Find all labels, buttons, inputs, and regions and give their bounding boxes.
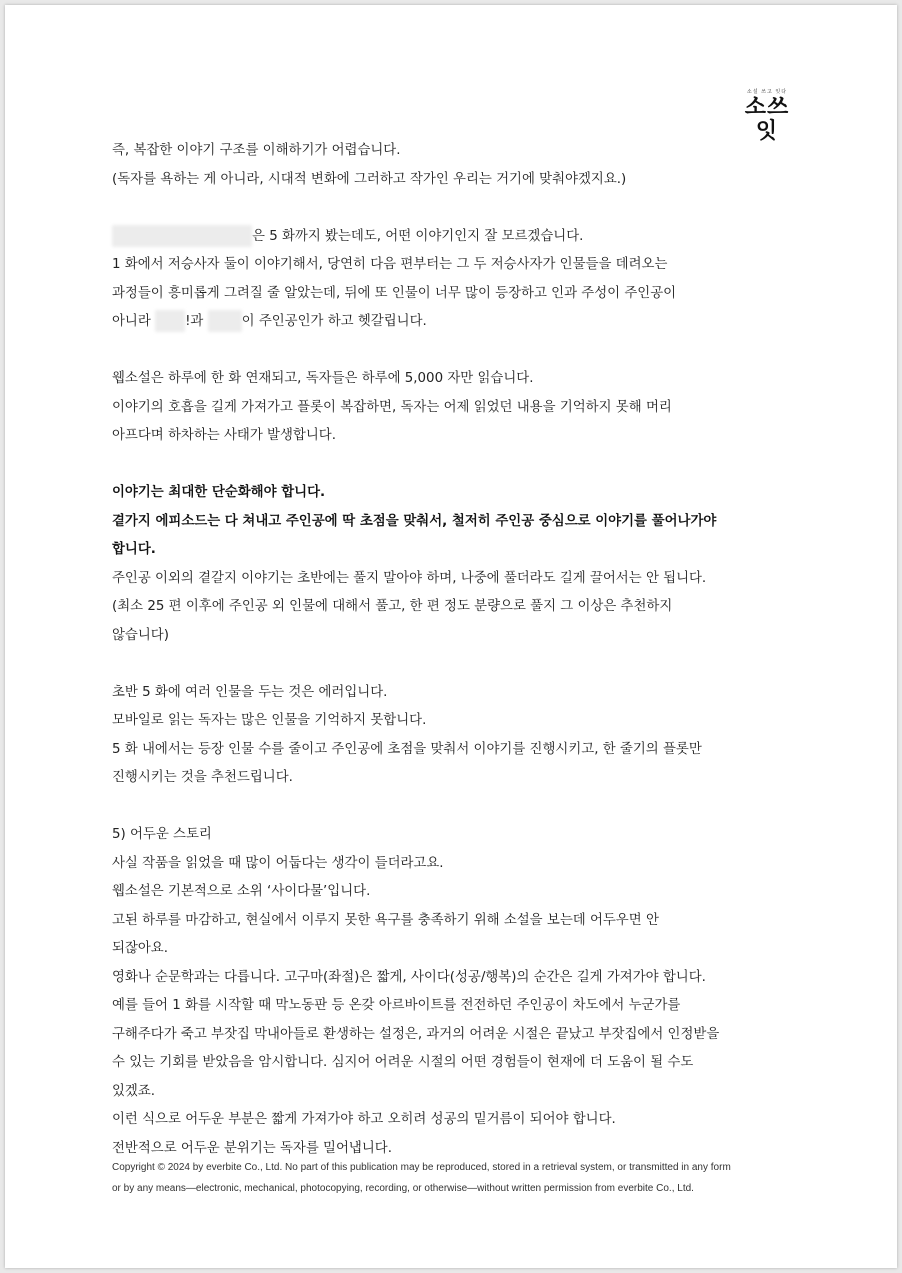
emphasis-line: 합니다. (112, 542, 156, 557)
paragraph-line: (독자를 욕하는 게 아니라, 시대적 변화에 그러하고 작가인 우리는 거기에 맞춰야겠지요.) (112, 171, 627, 187)
paragraph-line: 않습니다) (112, 627, 169, 643)
paragraph-line: 웹소설은 하루에 한 화 연재되고, 독자들은 하루에 5,000 자만 읽습니다. (112, 371, 534, 386)
paragraph-line (112, 308, 792, 337)
paragraph-line (112, 223, 792, 252)
paragraph-line: 이야기의 호흡을 길게 가져가고 플롯이 복잡하면, 독자는 어제 읽었던 내용을 기억하지 못해 머리 (112, 399, 672, 415)
paragraph-line: 즉, 복잡한 이야기 구조를 이해하기가 어렵습니다. (112, 143, 401, 158)
logo-name: 소쓰잇 (744, 95, 790, 144)
redacted-name (155, 310, 185, 332)
paragraph-line: 초반 5 화에 여러 인물을 두는 것은 에러입니다. (112, 684, 388, 700)
line-text: 이 주인공인가 하고 헷갈립니다. (241, 314, 427, 329)
paragraph-line: 과정들이 흥미롭게 그려질 줄 알았는데, 뒤에 또 인물이 너무 많이 등장하고 인과 주성이 주인공이 (112, 285, 677, 301)
line-text: 아니라 (112, 314, 156, 329)
paragraph-line: 고된 하루를 마감하고, 현실에서 이루지 못한 욕구를 충족하기 위해 소설을 보는데 어두우면 안 (112, 912, 659, 928)
paragraph-line: 주인공 이외의 곁갈지 이야기는 초반에는 풀지 말아야 하며, 나중에 풀더라도 길게 끌어서는 안 됩니다. (112, 570, 707, 586)
paragraph-line: 1 화에서 저승사자 둘이 이야기해서, 당연히 다음 편부터는 그 두 저승사자가 인물들을 데려오는 (112, 257, 668, 272)
paragraph-line: 진행시키는 것을 추천드립니다. (112, 770, 293, 785)
paragraph-line: (최소 25 편 이후에 주인공 외 인물에 대해서 풀고, 한 편 정도 분량으로 풀지 그 이상은 추천하지 (112, 599, 673, 614)
paragraph-line: 이런 식으로 어두운 부분은 짧게 가져가야 하고 오히려 성공의 밑거름이 되어야 합니다. (112, 1112, 616, 1127)
paragraph-line: 예를 들어 1 화를 시작할 때 막노동판 등 온갖 아르바이트를 전전하던 주인공이 차도에서 누군가를 (112, 998, 681, 1013)
paragraph-line: 웹소설은 기본적으로 소위 ‘사이다물’입니다. (112, 884, 371, 899)
emphasis-line: 곁가지 에피소드는 다 쳐내고 주인공에 딱 초점을 맞춰서, 철저히 주인공 중심으로 이야기를 풀어나가야 (112, 513, 717, 529)
paragraph-line: 수 있는 기회를 받았음을 암시합니다. 심지어 어려운 시절의 어떤 경험들이 현재에 더 도움이 될 수도 (112, 1055, 694, 1070)
line-text: 은 5 화까지 봤는데도, 어떤 이야기인지 잘 모르겠습니다. (252, 228, 584, 244)
copyright-line: Copyright © 2024 by everbite Co., Ltd. No part of this publication may be reproduced, stored in a retrieval system, or transmitted in any form (112, 1162, 731, 1173)
redacted-name (112, 225, 252, 247)
emphasis-line: 이야기는 최대한 단순화해야 합니다. (112, 485, 326, 500)
paragraph-line: 사실 작품을 읽었을 때 많이 어둡다는 생각이 들더라고요. (112, 855, 444, 871)
logo-tagline: 소설 쓰고 잇다 (746, 89, 788, 95)
brand-logo (737, 89, 797, 144)
paragraph-line: 5 화 내에서는 등장 인물 수를 줄이고 주인공에 초점을 맞춰서 이야기를 진행시키고, 한 줄기의 플롯만 (112, 741, 702, 757)
copyright-line: or by any means—electronic, mechanical, photocopying, recording, or otherwise—without written permission from everbite Co., Ltd. (112, 1183, 694, 1194)
document-body (112, 137, 792, 1163)
paragraph-line: 모바일로 읽는 독자는 많은 인물을 기억하지 못합니다. (112, 713, 427, 728)
section-heading: 5) 어두운 스토리 (112, 827, 212, 842)
paragraph-line: 구해주다가 죽고 부잣집 막내아들로 환생하는 설정은, 과거의 어려운 시절은 끝났고 부잣집에서 인정받을 (112, 1026, 720, 1042)
paragraph-line: 전반적으로 어두운 분위기는 독자를 밀어냅니다. (112, 1140, 392, 1156)
paragraph-line: 영화나 순문학과는 다릅니다. 고구마(좌절)은 짧게, 사이다(성공/행복)의 순간은 길게 가져가야 합니다. (112, 969, 706, 985)
copyright-footer (112, 1157, 802, 1199)
redacted-name (208, 310, 242, 332)
paragraph-line: 있겠죠. (112, 1083, 156, 1099)
paragraph-line: 아프다며 하차하는 사태가 발생합니다. (112, 428, 336, 443)
document-page (5, 5, 897, 1268)
paragraph-line: 되잖아요. (112, 941, 168, 956)
line-text: !과 (185, 314, 208, 329)
